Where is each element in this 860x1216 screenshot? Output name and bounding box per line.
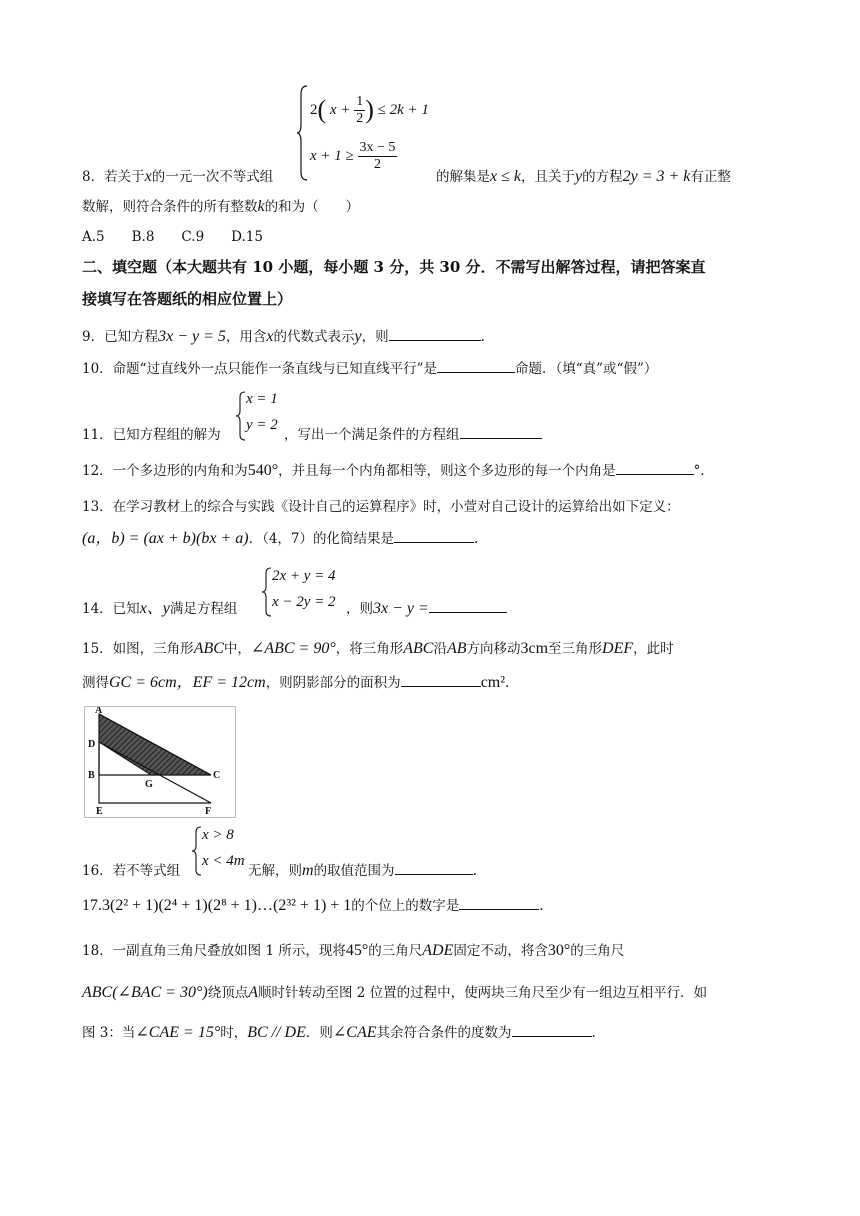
fig-label-b: B (88, 770, 95, 781)
q16-ineq-2: x < 4m (202, 853, 245, 869)
fig-label-g: G (145, 779, 153, 790)
q14-text-b: ，则3x − y = (346, 598, 507, 620)
q14-text: 14．已知x、y满足方程组 (82, 600, 238, 617)
q8-line-2: 数解，则符合条件的所有整数k的和为（ ） (82, 198, 360, 215)
section-2-heading-line-2: 接填写在答题纸的相应位置上） (82, 290, 293, 308)
answer-blank[interactable] (616, 460, 694, 475)
fig-label-e: E (96, 806, 103, 817)
q14-eq-1: 2x + y = 4 (272, 568, 336, 584)
answer-blank[interactable] (395, 860, 473, 875)
triangle-translation-figure (85, 707, 235, 817)
answer-blank[interactable] (512, 1022, 592, 1037)
q14-brace (262, 567, 272, 621)
q14-eq-2: x − 2y = 2 (272, 594, 336, 610)
question-15-line-2: 测得GC = 6cm，EF = 12cm，则阴影部分的面积为 cm². (82, 674, 510, 691)
fig-label-f: F (205, 806, 212, 817)
q11-text: 11．已知方程组的解为 (82, 427, 221, 443)
answer-blank[interactable] (429, 598, 507, 613)
question-13-line-2: (a，b) = (ax + b)(bx + a)．（4，7）的化简结果是 . (82, 530, 479, 547)
q11-brace (236, 391, 246, 445)
q8-options: A.5 B.8 C.9 D.15 (82, 229, 263, 245)
fig-label-d: D (88, 739, 96, 750)
q16-ineq-1: x > 8 (202, 827, 234, 843)
answer-blank[interactable] (401, 672, 481, 687)
q8-line-1b: 的解集是x ≤ k，且关于y的方程2y = 3 + k有正整 (436, 168, 731, 185)
question-18-line-3: 图 3：当∠CAE = 15°时，BC // DE．则∠CAE其余符合条件的度数为 . (82, 1024, 596, 1041)
fig-label-a: A (95, 707, 103, 716)
q15-figure (84, 706, 236, 818)
answer-blank[interactable] (394, 528, 474, 543)
question-10: 10．命题“过直线外一点只能作一条直线与已知直线平行”是 命题．（填“真”或“假”） (82, 358, 657, 380)
question-13-line-1: 13．在学习教材上的综合与实践《设计自己的运算程序》时，小萱对自己设计的运算给出如下定义： (82, 499, 680, 515)
answer-blank[interactable] (460, 424, 542, 439)
question-18-line-2: ABC(∠BAC = 30°)绕顶点A顺时针转动至图 2 位置的过程中，使两块三角尺至少有一组边互相平行．如 (82, 984, 708, 1001)
left-brace-icon (262, 567, 272, 617)
left-brace-icon (297, 84, 309, 182)
q11-text-b: ，写出一个满足条件的方程组 (284, 424, 542, 446)
fig-label-c: C (213, 770, 221, 781)
section-2-heading-line-1: 二、填空题（本大题共有 10 小题，每小题 3 分，共 30 分．不需写出解答过程，请把答案直 (82, 258, 706, 276)
q8-ineq-2: x + 1 ≥ $\frac{3x - 5}{2}$ (310, 140, 396, 172)
answer-blank[interactable] (437, 358, 515, 373)
left-brace-icon (236, 391, 246, 441)
q11-eq-1: x = 1 (246, 391, 278, 407)
q8-line-1: 8．若关于x的一元一次不等式组 (82, 168, 274, 185)
question-17: 17.3(2² + 1)(2⁴ + 1)(2⁸ + 1)…(2³² + 1) + 1的个位上的数字是 . (82, 897, 544, 914)
question-12: 12．一个多边形的内角和为540°，并且每一个内角都相等，则这个多边形的每一个内角是 °． (82, 462, 714, 479)
q16-text: 16．若不等式组 (82, 863, 181, 879)
q16-brace (192, 826, 202, 880)
q16-text-b: 无解，则m的取值范围为 . (248, 862, 477, 879)
answer-blank[interactable] (459, 895, 539, 910)
q11-eq-2: y = 2 (246, 417, 278, 433)
left-brace-icon (192, 826, 202, 876)
q8-brace (297, 84, 307, 182)
q8-ineq-1: 2( x + $\frac{1}{2}$ ) ≤ 2k + 1 (310, 94, 429, 126)
question-9: 9．已知方程3x − y = 5，用含x的代数式表示y，则 . (82, 328, 485, 345)
question-18-line-1: 18．一副直角三角尺叠放如图 1 所示，现将45°的三角尺ADE固定不动，将含30°的三角尺 (82, 942, 625, 959)
question-15-line-1: 15．如图，三角形ABC中，∠ABC = 90°，将三角形ABC沿AB方向移动3cm至三角形DEF，此时 (82, 640, 674, 657)
answer-blank[interactable] (389, 326, 481, 341)
